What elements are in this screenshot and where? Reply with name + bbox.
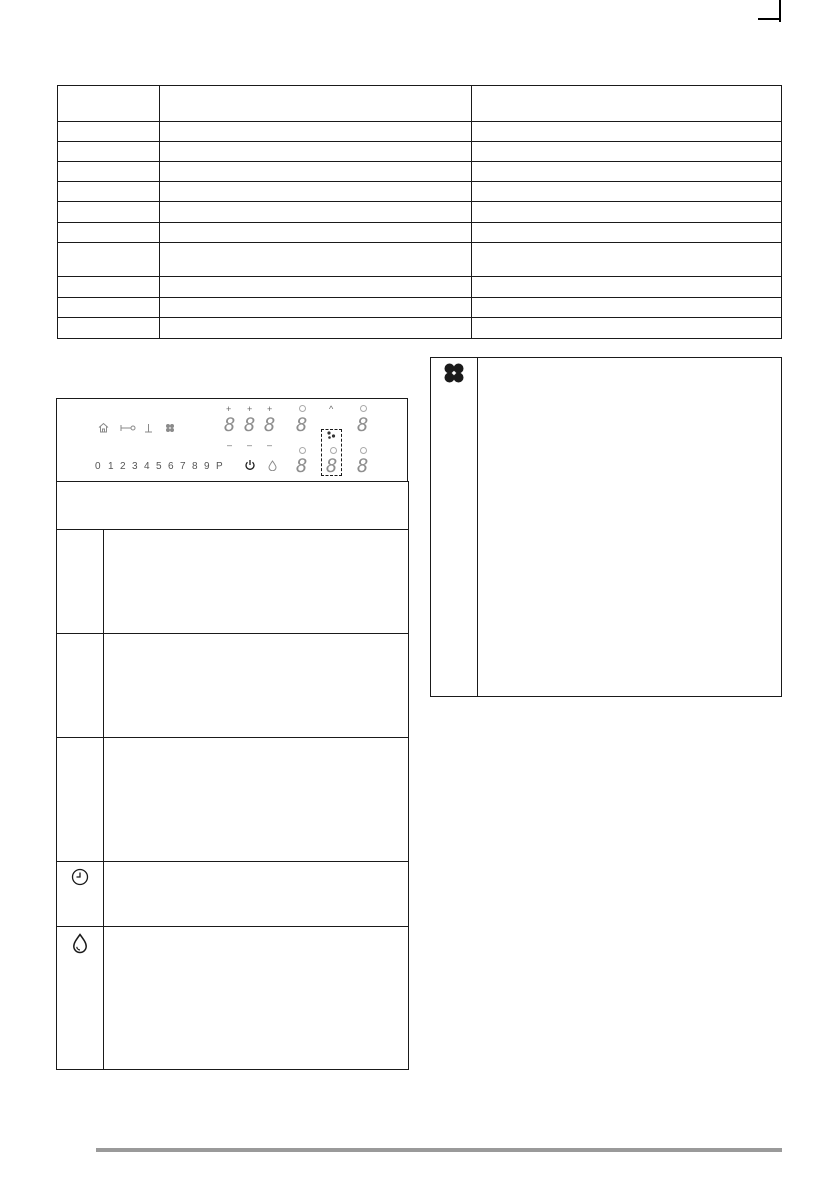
seven-segment-display: 8 [357,455,369,477]
table-cell [58,202,160,223]
power-level-2[interactable]: 2 [120,461,126,472]
table-row [57,862,409,927]
table-cell [160,243,472,277]
power-level-6[interactable]: 6 [168,461,174,472]
table-cell [160,298,472,318]
caret-up-icon: ^ [329,404,334,414]
seven-segment-display: 8 [326,455,338,477]
plus-button[interactable]: + [247,404,253,414]
table-cell [58,298,160,318]
minus-button[interactable]: – [267,440,273,450]
table-cell [472,122,782,142]
description-cell [104,738,409,862]
table-row [57,738,409,862]
symbol-cell [57,634,104,738]
description-cell [104,530,409,634]
table-row [58,142,782,162]
table-row [58,243,782,277]
seven-segment-display: 8 [264,414,276,436]
table-cell [58,122,160,142]
table-row [58,162,782,182]
plus-button[interactable]: + [267,404,273,414]
table-cell [58,223,160,243]
table-header-row [58,86,782,122]
symbol-cell [57,927,104,1070]
table-cell [58,86,160,122]
crop-mark-vertical [779,0,781,22]
symbol-cell [57,530,104,634]
seven-segment-display: 8 [357,414,369,436]
power-level-9[interactable]: 9 [204,461,210,472]
power-level-1[interactable]: 1 [108,461,114,472]
table-cell [160,142,472,162]
table-row [58,122,782,142]
power-level-7[interactable]: 7 [180,461,186,472]
table-row [58,223,782,243]
table-cell [472,142,782,162]
power-level-boost[interactable]: P [216,461,223,472]
symbol-description-table-right [430,357,782,697]
table-row [431,358,782,697]
seven-segment-display: 8 [224,414,236,436]
timer-indicator-icon [360,405,367,412]
symbol-cell [431,358,478,697]
drop-icon[interactable] [268,460,277,474]
bridge-icon [443,362,465,384]
description-cell [104,927,409,1070]
table-cell [160,122,472,142]
description-cell [478,358,782,697]
description-cell [104,634,409,738]
power-icon[interactable] [244,459,256,474]
symbol-cell [57,738,104,862]
seven-segment-display: 8 [296,455,308,477]
seven-segment-display: 8 [296,414,308,436]
power-level-5[interactable]: 5 [156,461,162,472]
power-level-0[interactable]: 0 [95,461,101,472]
table-header-row [57,482,409,530]
bridge-icon [165,423,175,436]
power-level-4[interactable]: 4 [144,461,150,472]
table-cell [472,162,782,182]
table-row [58,182,782,202]
table-cell [160,277,472,298]
table-cell [472,182,782,202]
table-cell [472,86,782,122]
table-row [58,202,782,223]
table-row [58,298,782,318]
table-row [58,277,782,298]
table-cell [58,277,160,298]
minus-button[interactable]: – [247,440,253,450]
table-cell [472,202,782,223]
table-cell [58,162,160,182]
symbol-description-table-left [56,481,409,1070]
table-cell [58,182,160,202]
table-row [57,927,409,1070]
home-icon [98,422,109,436]
table-cell [57,482,409,530]
power-level-3[interactable]: 3 [132,461,138,472]
table-row [57,530,409,634]
timer-indicator-icon [299,405,306,412]
table-cell [160,162,472,182]
table-row [57,634,409,738]
timer-icon [71,868,89,886]
key-lock-icon [120,424,136,435]
drop-icon [72,933,88,954]
table-cell [472,318,782,339]
power-level-8[interactable]: 8 [192,461,198,472]
minus-button[interactable]: – [227,440,233,450]
description-cell [104,862,409,927]
table-cell [58,318,160,339]
table-cell [472,243,782,277]
table-cell [160,182,472,202]
table-cell [472,298,782,318]
timer-indicator-icon [299,447,306,454]
table-cell [160,86,472,122]
footer-rule [96,1148,782,1152]
control-panel-illustration [56,398,408,482]
pause-icon [144,423,153,436]
symbol-cell [57,862,104,927]
seven-segment-display: 8 [244,414,256,436]
table-cell [58,142,160,162]
timer-indicator-icon [360,447,367,454]
table-cell [472,223,782,243]
table-cell [160,202,472,223]
table-cell [58,243,160,277]
table-cell [472,277,782,298]
settings-table [57,85,782,339]
table-cell [160,223,472,243]
plus-button[interactable]: + [226,404,232,414]
table-row [58,318,782,339]
table-cell [160,318,472,339]
fan-icon [327,431,336,442]
crop-mark-horizontal [758,18,780,20]
